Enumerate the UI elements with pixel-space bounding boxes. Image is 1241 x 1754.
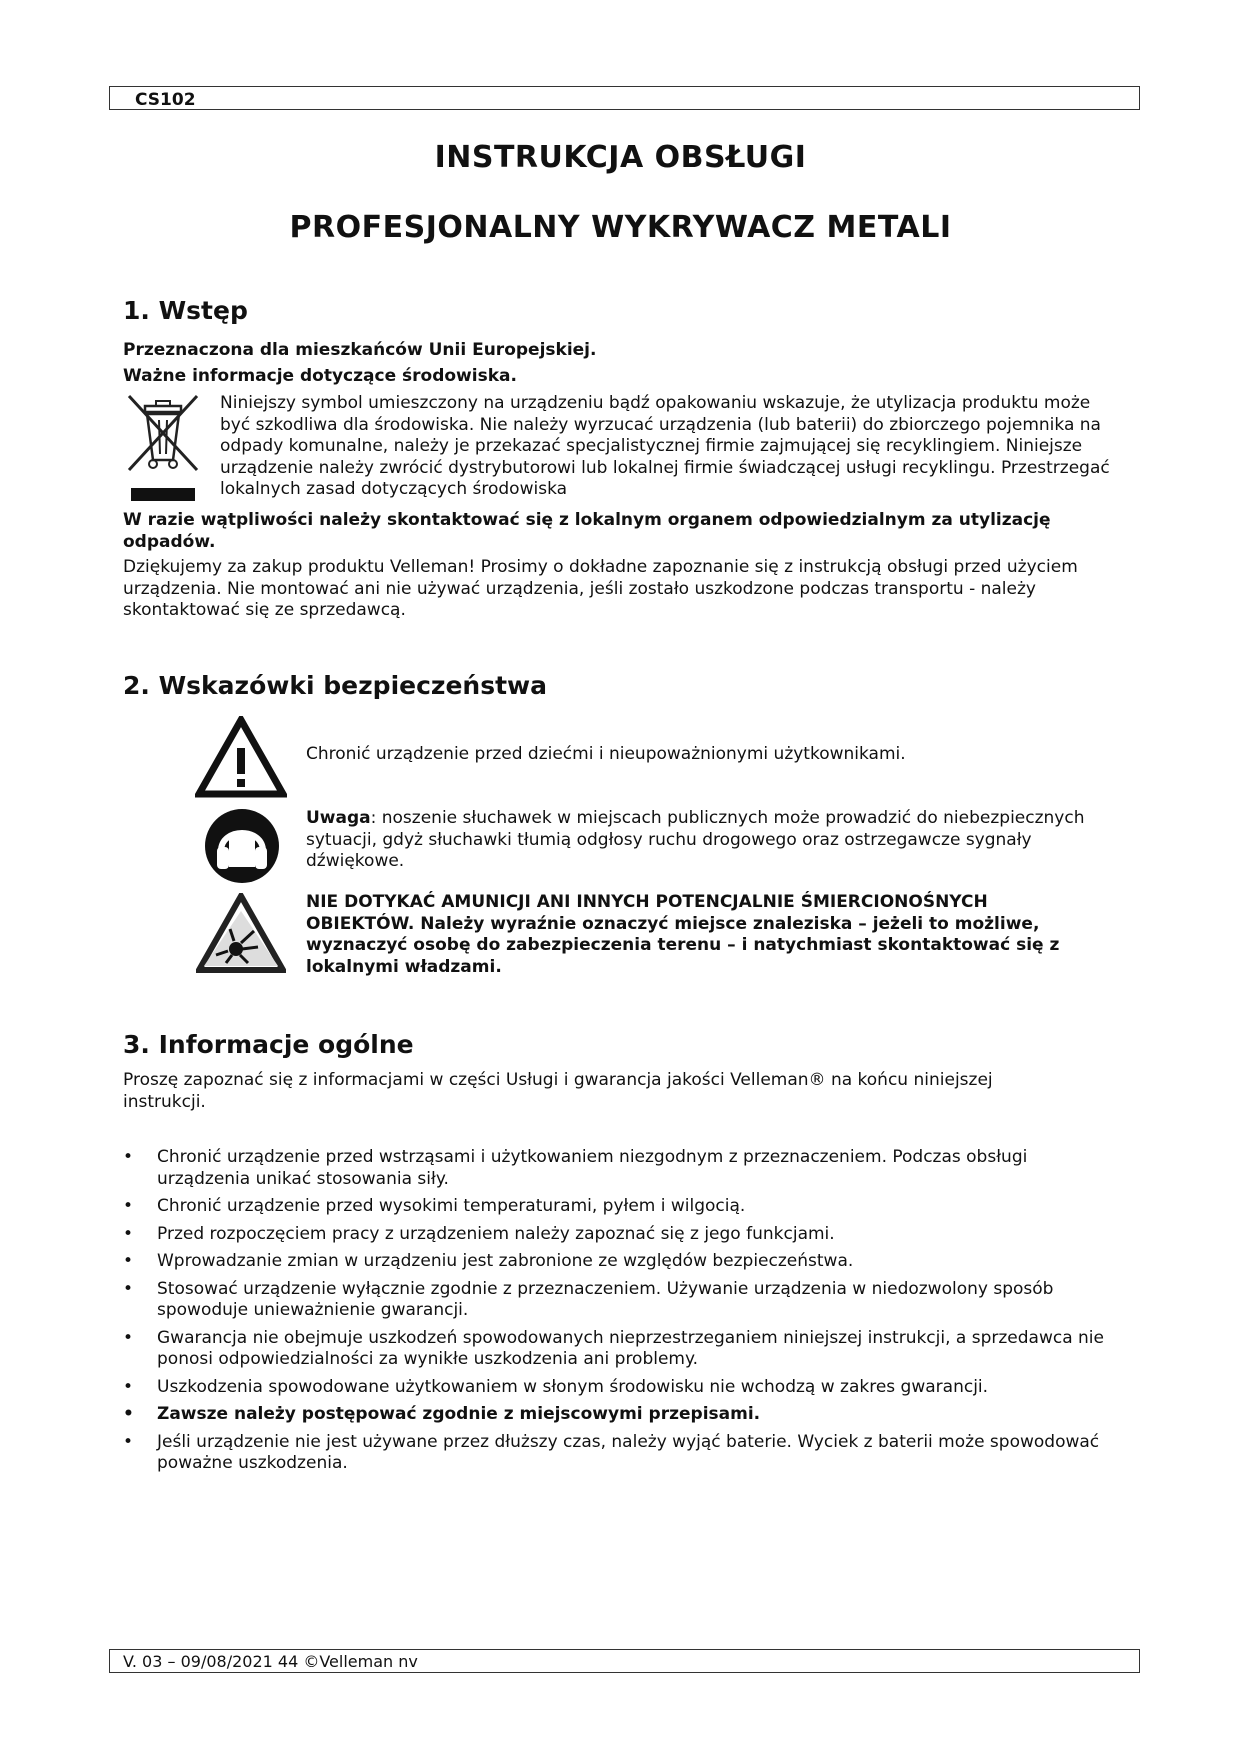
headphones-warning-label: Uwaga (306, 808, 371, 828)
list-item: • Wprowadzanie zmian w urządzeniu jest zabronione ze względów bezpieczeństwa. (123, 1251, 1123, 1273)
ammunition-warning: NIE DOTYKAĆ AMUNICJI ANI INNYCH POTENCJALNIE ŚMIERCIONOŚNYCH OBIEKTÓW. Należy wyraźnie oznaczyć miejsce znaleziska – jeżeli to możliwe, wyznaczyć osobę do zabezpieczenia terenu – i natychmiast skontaktować się z lokalnymi władzami. (306, 892, 1060, 977)
eu-line: Przeznaczona dla mieszkańców Unii Europejskiej. (123, 340, 597, 360)
explosive-hazard-icon (196, 893, 286, 973)
thank-you-text: Dziękujemy za zakup produktu Velleman! Prosimy o dokładne zapoznanie się z instrukcją obsługi przed użyciem urządzenia. Nie montować ani nie używać urządzenia, jeśli zostało uszkodzone podczas transportu - należy skontaktować się ze sprzedawcą. (123, 557, 1078, 620)
list-item: • Jeśli urządzenie nie jest używane przez dłuższy czas, należy wyjąć baterie. Wyciek z baterii może spowodować poważne uszkodzenia. (123, 1432, 1123, 1475)
document-title: INSTRUKCJA OBSŁUGI (434, 140, 807, 175)
general-intro: Proszę zapoznać się z informacjami w części Usługi i gwarancja jakości Velleman® na końcu niniejszej instrukcji. (123, 1070, 993, 1112)
section-heading-intro: 1. Wstęp (123, 296, 248, 325)
model-label: CS102 (135, 90, 196, 110)
footer-text: V. 03 – 09/08/2021 44 ©Velleman nv (123, 1652, 418, 1671)
list-item: • Stosować urządzenie wyłącznie zgodnie z przeznaczeniem. Używanie urządzenia w niedozwolony sposób spowoduje unieważnienie gwarancji. (123, 1279, 1123, 1322)
headphones-warning (306, 808, 1106, 873)
section-heading-general: 3. Informacje ogólne (123, 1030, 414, 1059)
weee-text: Niniejszy symbol umieszczony na urządzeniu bądź opakowaniu wskazuje, że utylizacja produktu może być szkodliwa dla środowiska. Nie należy wyrzucać urządzenia (lub baterii) do zbiorczego pojemnika na odpady komunalne, należy je przekazać specjalistycznej firmie zajmującej się recyklingiem. Niniejsze urządzenie należy zwrócić dystrybutorowi lub lokalnej firmie świadczącej usługi recyklingu. Przestrzegać lokalnych zasad dotyczących środowiska (220, 393, 1110, 499)
list-item: • Chronić urządzenie przed wstrząsami i użytkowaniem niezgodnym z przeznaczeniem. Podczas obsługi urządzenia unikać stosowania siły. (123, 1147, 1123, 1190)
headphones-warning-text: : noszenie słuchawek w miejscach publicznych może prowadzić do niebezpiecznych sytuacji, gdyż słuchawki tłumią odgłosy ruchu drogowego oraz ostrzegawcze sygnały dźwiękowe. (306, 808, 1085, 871)
page-header (109, 86, 1140, 110)
warning-triangle-icon (195, 716, 287, 798)
environment-line: Ważne informacje dotyczące środowiska. (123, 366, 517, 386)
list-item: • Chronić urządzenie przed wysokimi temperaturami, pyłem i wilgocią. (123, 1196, 1123, 1218)
headphones-icon (203, 807, 281, 885)
general-info-list (123, 1147, 1123, 1481)
list-item: • Uszkodzenia spowodowane użytkowaniem w słonym środowisku nie wchodzą w zakres gwarancji. (123, 1377, 1123, 1399)
warning-children: Chronić urządzenie przed dziećmi i nieupoważnionymi użytkownikami. (306, 744, 906, 764)
list-item: • Gwarancja nie obejmuje uszkodzeń spowodowanych nieprzestrzeganiem niniejszej instrukcji, a sprzedawca nie ponosi odpowiedzialności za wynikłe uszkodzenia ani problemy. (123, 1328, 1123, 1371)
list-item: • Zawsze należy postępować zgodnie z miejscowymi przepisami. (123, 1404, 1123, 1426)
page-footer (109, 1649, 1140, 1673)
document-subtitle: PROFESJONALNY WYKRYWACZ METALI (289, 210, 952, 245)
weee-bin-icon (123, 392, 203, 504)
disposal-contact-note: W razie wątpliwości należy skontaktować się z lokalnym organem odpowiedzialnym za utylizację odpadów. (123, 510, 1051, 552)
section-heading-safety: 2. Wskazówki bezpieczeństwa (123, 671, 548, 700)
list-item: • Przed rozpoczęciem pracy z urządzeniem należy zapoznać się z jego funkcjami. (123, 1224, 1123, 1246)
